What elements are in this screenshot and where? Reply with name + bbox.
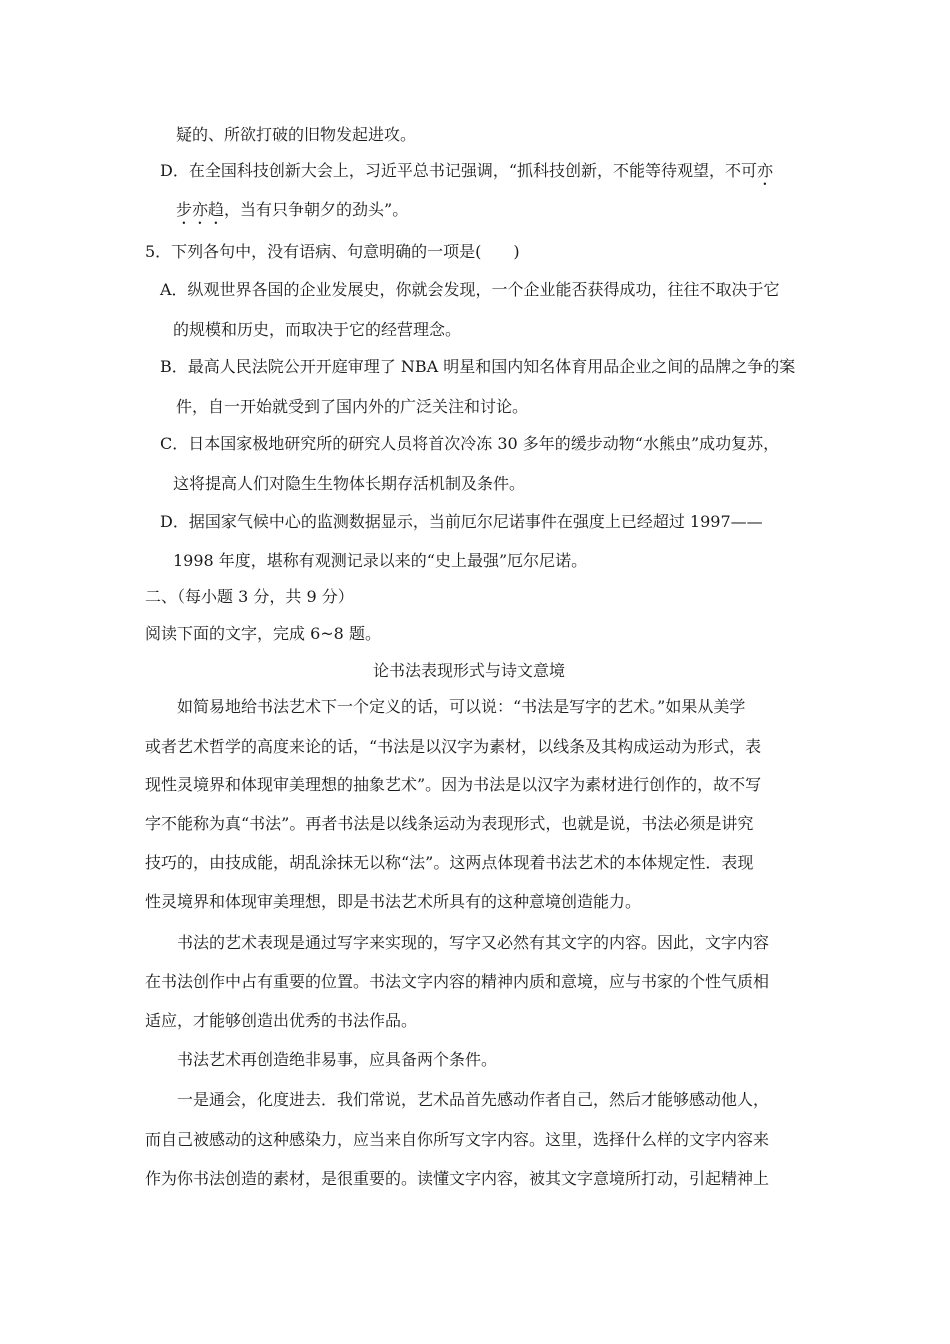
q5-option-c-line1: C．日本国家极地研究所的研究人员将首次冷冻 30 多年的缓步动物“水熊虫”成功复苏，	[160, 434, 780, 453]
q4-option-c-continuation: 疑的、所欲打破的旧物发起进攻。	[176, 125, 417, 144]
q4-option-d-emphasis-word: 步亦趋	[176, 200, 225, 219]
q5-option-b-line2: 件，自一开始就受到了国内外的广泛关注和讨论。	[176, 397, 529, 416]
passage-line: 书法艺术再创造绝非易事，应具备两个条件。	[177, 1050, 498, 1069]
passage-line: 作为你书法创造的素材，是很重要的。读懂文字内容，被其文字意境所打动，引起精神上	[145, 1169, 770, 1188]
passage-line: 技巧的，由技成能，胡乱涂抹无以称“法”。这两点体现着书法艺术的本体规定性．表现	[145, 853, 754, 872]
reading-instruction: 阅读下面的文字，完成 6~8 题。	[145, 624, 381, 643]
passage-line: 或者艺术哲学的高度来论的话，“书法是以汉字为素材，以线条及其构成运动为形式，表	[145, 737, 762, 756]
q5-option-d-line1: D．据国家气候中心的监测数据显示，当前厄尔尼诺事件在强度上已经超过 1997——	[160, 512, 763, 531]
passage-line: 字不能称为真“书法”。再者书法是以线条运动为表现形式，也就是说，书法必须是讲究	[145, 814, 754, 833]
q5-option-a-line2: 的规模和历史，而取决于它的经营理念。	[173, 320, 462, 339]
passage-line: 而自己被感动的这种感染力，应当来自你所写文字内容。这里，选择什么样的文字内容来	[145, 1130, 770, 1149]
passage-line: 一是通会，化度进去．我们常说，艺术品首先感动作者自己，然后才能够感动他人，	[177, 1090, 770, 1109]
passage-line: 性灵境界和体现审美理想，即是书法艺术所具有的这种意境创造能力。	[145, 892, 642, 911]
q4-option-d-emphasis-char: 亦	[757, 161, 774, 180]
passage-title: 论书法表现形式与诗文意境	[373, 661, 566, 680]
section-heading: 二、（每小题 3 分，共 9 分）	[145, 587, 354, 606]
q5-option-b-line1: B．最高人民法院公开开庭审理了 NBA 明星和国内知名体育用品企业之间的品牌之争的案	[160, 357, 796, 376]
passage-line: 适应，才能够创造出优秀的书法作品。	[145, 1011, 418, 1030]
q4-option-d-line2	[176, 200, 408, 228]
passage-line: 现性灵境界和体现审美理想的抽象艺术”。因为书法是以汉字为素材进行创作的，故不写	[145, 775, 762, 794]
passage-line: 在书法创作中占有重要的位置。书法文字内容的精神内质和意境，应与书家的个性气质相	[145, 972, 770, 991]
passage-line: 书法的艺术表现是通过写字来实现的，写字又必然有其文字的内容。因此，文字内容	[177, 933, 770, 952]
q4-option-d-line1-text: D．在全国科技创新大会上，习近平总书记强调，“抓科技创新，不能等待观望，不可	[160, 161, 758, 180]
q5-option-d-line2: 1998 年度，堪称有观测记录以来的“史上最强”厄尔尼诺。	[173, 551, 588, 570]
q5-option-a-line1: A．纵观世界各国的企业发展史，你就会发现，一个企业能否获得成功，往往不取决于它	[160, 280, 780, 299]
passage-line: 如简易地给书法艺术下一个定义的话，可以说：“书法是写字的艺术。”如果从美学	[177, 697, 746, 716]
q4-option-d-line2-text: ，当有只争朝夕的劲头”。	[224, 200, 409, 219]
q5-stem: 5．下列各句中，没有语病、句意明确的一项是( )	[145, 242, 520, 261]
q4-option-d-line1	[160, 161, 773, 189]
q5-option-c-line2: 这将提高人们对隐生生物体长期存活机制及条件。	[173, 474, 526, 493]
